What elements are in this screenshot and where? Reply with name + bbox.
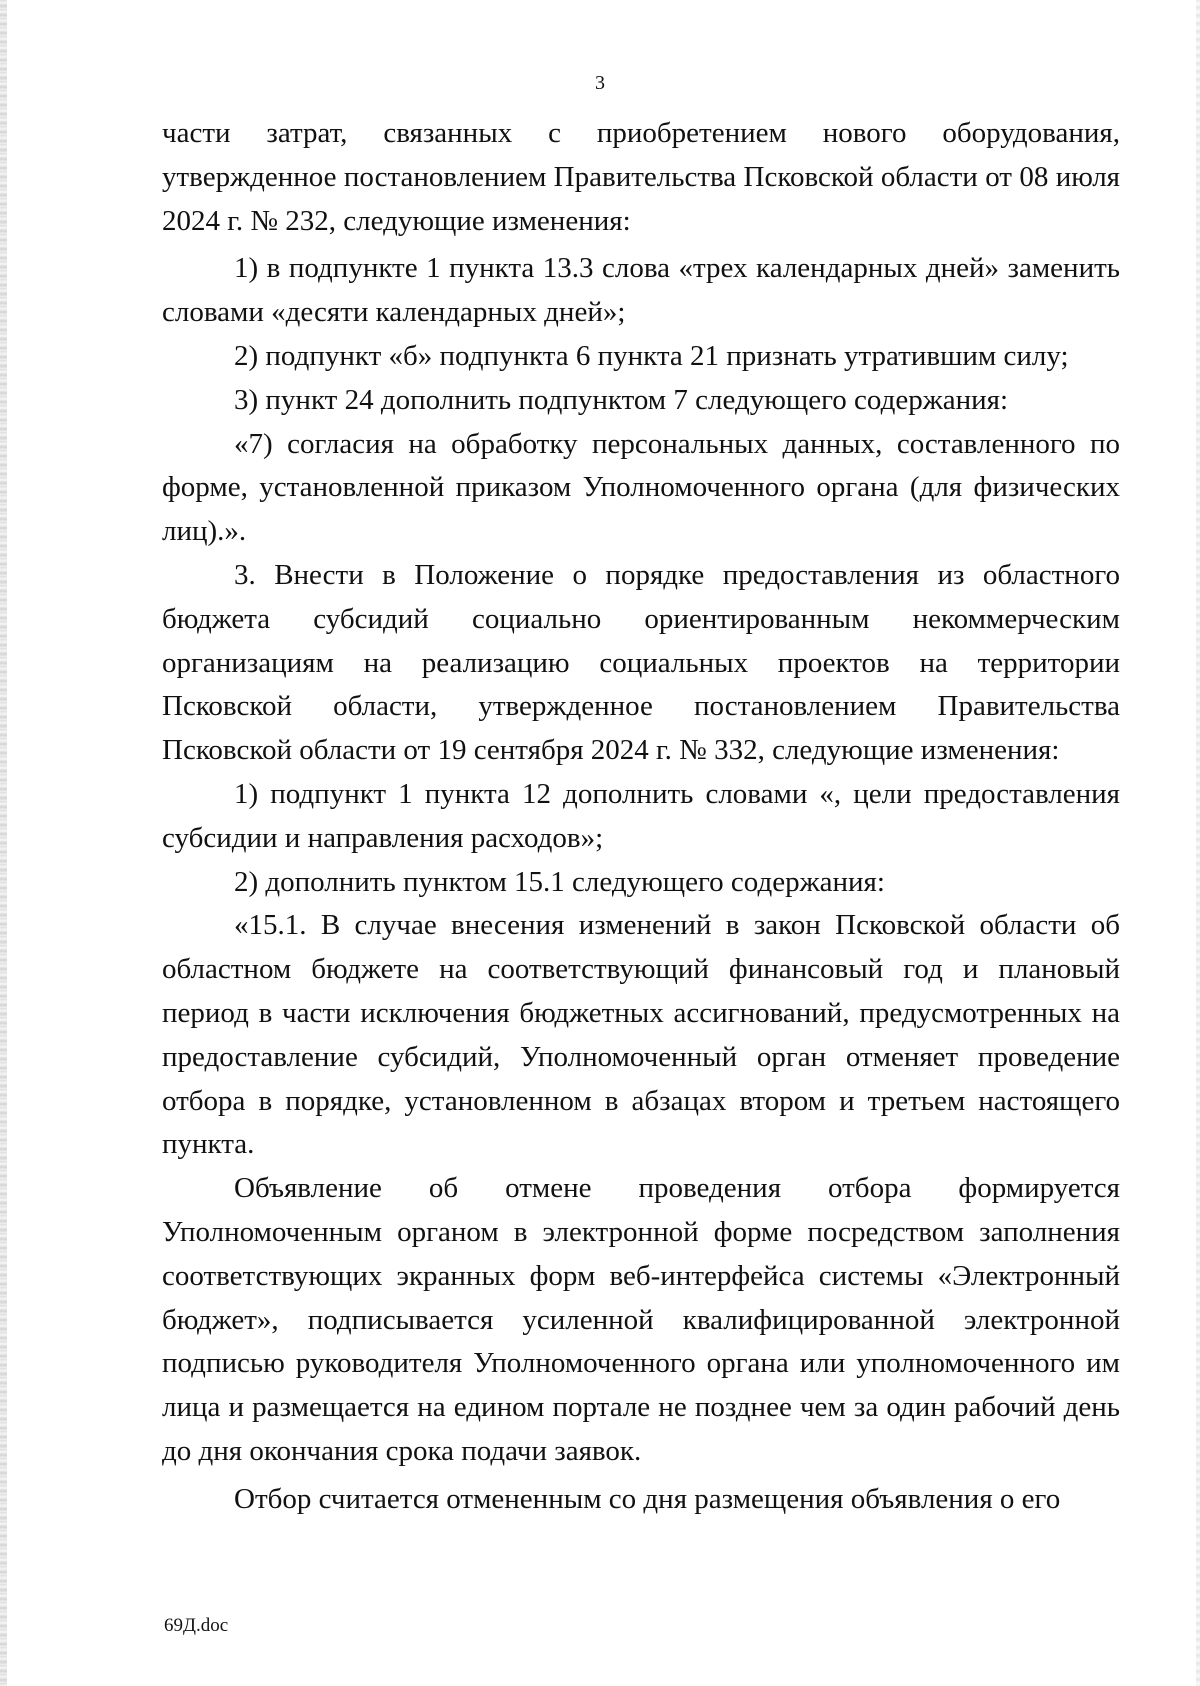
page-number: 3 xyxy=(595,72,605,94)
file-name-footer: 69Д.doc xyxy=(164,1615,229,1636)
paragraph-item-3: 3) пункт 24 дополнить подпунктом 7 следующего содержания: xyxy=(234,383,1009,416)
paragraph-item-2: 2) подпункт «б» подпункта 6 пункта 21 признать утратившим силу; xyxy=(234,339,1069,372)
paragraph-section-3-item-1: 1) подпункт 1 пункта 12 дополнить словами «, цели предоставления субсидии и направления расходов»; xyxy=(162,777,1120,854)
paragraph-quote-15-1: «15.1. В случае внесения изменений в закон Псковской области об областном бюджете на соответствующий финансовый год и плановый период в части исключения бюджетных ассигнований, предусмотренных на предоставление субсидий, Уполномоченный орган отменяет проведение отбора в порядке, установленном в абзацах втором и третьем настоящего пункта. xyxy=(162,909,1120,1161)
scan-right-edge xyxy=(1196,0,1200,1686)
paragraph-continuation: части затрат, связанных с приобретением нового оборудования, утвержденное постановлением Правительства Псковской области от 08 июля 2024 г. № 232, следующие изменения: xyxy=(162,117,1120,237)
paragraph-item-1: 1) в подпункте 1 пункта 13.3 слова «трех календарных дней» заменить словами «десяти календарных дней»; xyxy=(162,252,1120,329)
paragraph-section-3-item-2: 2) дополнить пунктом 15.1 следующего содержания: xyxy=(234,865,885,898)
paragraph-quote-7: «7) согласия на обработку персональных данных, составленного по форме, установленной приказом Уполномоченного органа (для физических лиц).». xyxy=(162,427,1120,548)
document-body xyxy=(162,112,1120,1522)
paragraph-section-3: 3. Внести в Положение о порядке предоставления из областного бюджета субсидий социально ориентированным некоммерческим организациям на реализацию социальных проектов на территории Псковской области, утвержденное постановлением Правительства Псковской области от 19 сентября 2024 г. № 332, следующие изменения: xyxy=(162,558,1120,767)
paragraph-announcement: Объявление об отмене проведения отбора формируется Уполномоченным органом в электронной форме посредством заполнения соответствующих экранных форм веб-интерфейса системы «Электронный бюджет», подписывается усиленной квалифицированной электронной подписью руководителя Уполномоченного органа или уполномоченного им лица и размещается на едином портале не позднее чем за один рабочий день до дня окончания срока подачи заявок. xyxy=(162,1172,1120,1467)
scan-left-edge xyxy=(0,0,7,1686)
paragraph-cancellation: Отбор считается отмененным со дня размещения объявления о его xyxy=(234,1482,1061,1515)
